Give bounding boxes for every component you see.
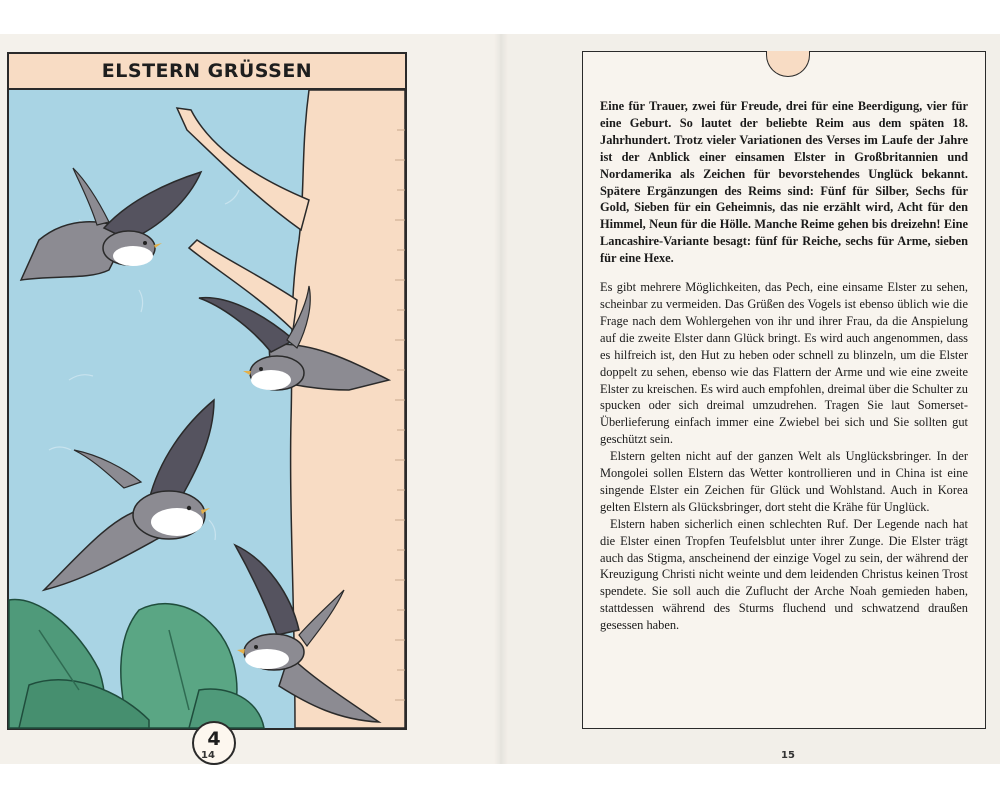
card-header — [9, 54, 405, 90]
card-title: ELSTERN GRÜSSEN — [101, 60, 313, 82]
page-number-left: 14 — [201, 750, 215, 761]
body-paragraph-1: Es gibt mehrere Möglichkeiten, das Pech, eine einsame Elster zu sehen, scheinbar zu vermeiden. Das Grüßen des Vogels ist ebenso üblich wie die Frage nach dem Wohlergehen von ihr und ihrer Frau, da die Anspielung auf die zweite Elster dann Glück bringt. Es wird auch angenommen, dass es hilfreich ist, den Hut zu heben oder schnell zu blinzeln, um die Elster doppelt zu sehen, ebenso wie das Flattern der Arme und wie eine zweite Elster zu kreischen. Es wird auch empfohlen, dreimal über die Schulter zu spucken oder sich dreimal umzudrehen. Tragen Sie laut Somerset-Überlieferung einfach immer eine Zwiebel bei sich und Sie sollten gut geschützt sein. — [600, 280, 968, 447]
page-number-right: 15 — [781, 750, 795, 761]
article-text — [600, 98, 968, 634]
magpie-card — [7, 52, 407, 750]
card-illustration — [9, 90, 405, 728]
card-number-badge: 4 — [192, 721, 236, 765]
intro-paragraph: Eine für Trauer, zwei für Freude, drei für eine Beerdigung, vier für eine Geburt. So lautet der beliebte Reim aus dem späten 18. Jahrhundert. Trotz vieler Variationen des Verses im Laufe der Jahre ist der Anblick einer einsamen Elster in Großbritannien und Nordamerika als Zeichen für bevorstehendes Unglück bekannt. Spätere Ergänzungen des Reims sind: Fünf für Silber, Sechs für Gold, Sieben für ein Geheimnis, das nie erzählt wird, Acht für den Himmel, Neun für die Hölle. Manche Reime gehen bis dreizehn! Eine Lancashire-Variante besagt: fünf für Reiche, sechs für Arme, sieben für eine Hexe. — [600, 99, 968, 266]
book-gutter — [494, 34, 508, 764]
body-paragraph-2: Elstern gelten nicht auf der ganzen Welt als Unglücksbringer. In der Mongolei sollen Elstern das Wetter kontrollieren und in China ist eine singende Elster ein Zeichen für Glück und Wohlstand. Auch in Korea gelten Elstern als Glücksbringer, dort steht die Krähe für Unglück. — [600, 449, 968, 514]
body-paragraph-3: Elstern haben sicherlich einen schlechten Ruf. Der Legende nach hat die Elster einen Tropfen Teufelsblut unter ihrer Zunge. Die Elster trägt auch das Stigma, anscheinend der einzige Vogel zu sein, der während der Kreuzigung Christi nicht weinte und dem leidenden Christus keinen Trost spendete. Sie soll auch die Zuflucht der Arche Noah gemieden haben, stattdessen während des Sturms fluchend und schwatzend draußen gesessen haben. — [600, 516, 968, 633]
